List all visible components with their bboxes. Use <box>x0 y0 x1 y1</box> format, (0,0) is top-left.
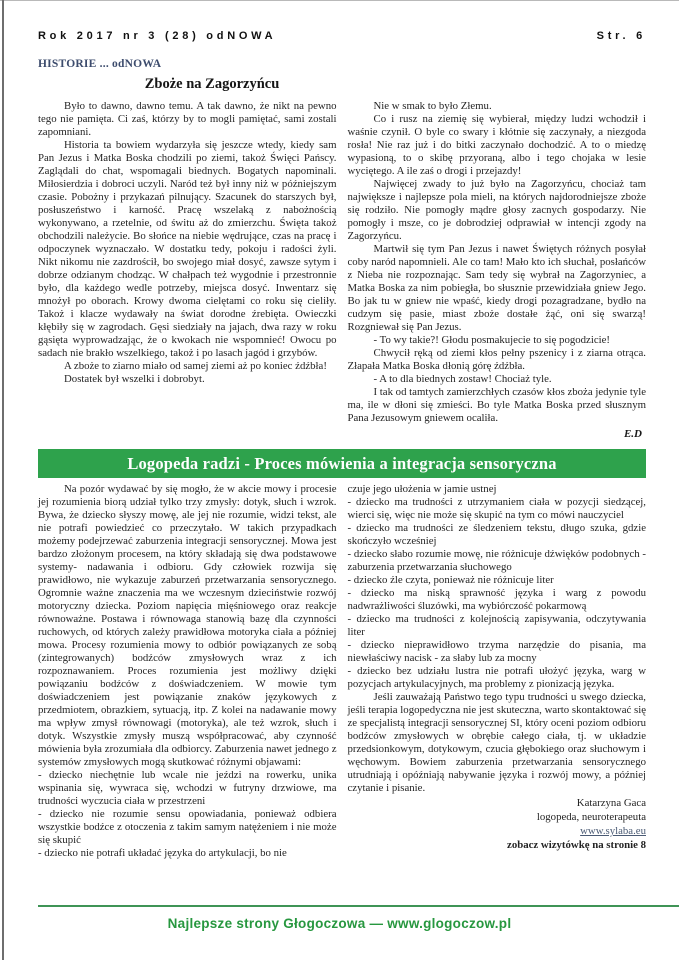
article1-columns <box>38 100 646 440</box>
paragraph: Dostatek był wszelki i dobrobyt. <box>64 373 205 385</box>
byline-role: logopeda, neuroterapeuta <box>536 811 646 823</box>
footer-divider <box>38 905 679 907</box>
paragraph: - dziecko nie rozumie sensu opowiadania, ponieważ odbiera wszystkie bodźce z otoczenia z takim samym natężeniem i nie może się skupić <box>38 808 337 846</box>
paragraph: - dziecko nieprawidłowo trzyma narzędzie do pisania, ma niewłaściwy nacisk - za słaby lub za mocny <box>347 639 646 664</box>
page-number: Str. 6 <box>596 30 646 42</box>
paragraph: - To wy takie?! Głodu posmakujecie to się pogodzicie! <box>373 334 611 346</box>
article1-right-column <box>348 100 647 440</box>
article2-left-column <box>38 483 337 860</box>
paragraph: Nie w smak to było Złemu. <box>373 100 492 112</box>
paragraph: Historia ta bowiem wydarzyła się jeszcze wtedy, kiedy sam Pan Jezus i Matka Boska chodzili po ziemi, takoż Święci Pańscy. Zaglądali do chat, wspomagali biednych. Bogatych napominali. Miłosierdzia i dobroci uczyli. Naród też był inny niż w późniejszym czasie. Pobożny i przykazań pilnujący. Szacunek do starszych był, posłuszeństwo i karność. Pracę wszelaką z nabożnością wykonywano, a rzetelnie, od świtu aż do zmierzchu. Święta takoż obchodzili należycie. Bo słońce na niebie wędrujące, czas na pracę i odpoczynek wyznaczało. W dostatku tedy, pokoju i radości żyli. Nikt nikomu nie zazdrościł, bo swojego miał dosyć, zawsze sytym i dobrze odzianym chodząc. W chałpach też wygodnie i przestronnie było, dla każdego wedle potrzeby, miejsca dosyć. Inwentarz się mnożył po oborach. Krowy dwoma cielętami co roku się cieliły. Takoż i klacze wydawały na świat dorodne źrebięta. Owieczki kłębiły się w zagrodach. Gęsi siedziały na jajach, dwa razy w roku gąsięta wyprowadzając, że o kwokach nie wspomnieć! Owocu po sadach nie brakło wszelkiego, takoż i po lasach jagód i grzybów. <box>38 139 337 359</box>
paragraph: - dziecko bez udziału lustra nie potrafi ułożyć języka, warg w pozycjach artykulacyjnych, ma problemy z pionizacją języka. <box>347 665 646 690</box>
article1-signature: E.D <box>623 428 642 440</box>
paragraph: - dziecko ma trudności z kolejnością zapisywania, odczytywania liter <box>347 613 646 638</box>
footer-text: Najlepsze strony Głogoczowa — www.glogoczow.pl <box>167 916 512 931</box>
article-historie <box>38 58 646 440</box>
article1-right-paragraphs <box>348 100 647 425</box>
page-left-edge <box>2 0 4 960</box>
paragraph: - dziecko źle czyta, ponieważ nie różnicuje liter <box>347 574 554 586</box>
paragraph: I tak od tamtych zamierzchłych czasów kłos zboża jedynie tyle ma, ile w dłoni się zmieści. Bo tyle Matka Boska przed słusznym Pana Jezusowym gniewem ocaliła. <box>347 386 647 424</box>
paragraph: - dziecko ma trudności z utrzymaniem ciała w pozycji siedzącej, wierci się, więc nie może się skupić na tym co mówi nauczyciel <box>347 496 646 521</box>
paragraph: Na pozór wydawać by się mogło, że w akcie mowy i procesie jej rozumienia biorą udział tylko trzy zmysły: dotyk, słuch i wzrok. Bywa, że dziecko słyszy mowę, ale jej nie rozumie, widzi tekst, ale nie potrafi powiedzieć co przeczytało. W takich przypadkach możemy podejrzewać zaburzenia integracji sensorycznej. Mowa jest bardzo złożonym procesem, na który składają się dwa podstawowe systemy- nadawania i odbioru. Gdy człowiek rozwija się prawidłowo, nie wykazuje zaburzeń przetwarzania sensorycznego. Ogromnie ważne znaczenia ma we wczesnym dzieciństwie rozwój motoryczny dziecka. Poziom napięcia mięśniowego oraz reakcje równoważne. Postawa i równowaga stanowią bazę dla czynności ruchowych, od których zależy prawidłowa motoryka ciała a później mowa. Procesy rozumienia mowy to odbiór powiązanych ze sobą (zintegrowanych) bodźców zmysłowych wraz z ich rozpoznawaniem. Proces rozumienia jest możliwy dzięki powiązaniu bodźców z doświadczeniem. W mowie tym doświadczeniem jest powiązanie znaków językowych z przedmiotem, obrazkiem, sytuacją, itp. Z kolei na nadawanie mowy ma wpływ zmysł równowagi (motoryka), ale też wzrok, słuch i dotyk. Wszystkie zmysły muszą współpracować, aby czynność mówienia była zrozumiała dla odbiorcy. Zaburzenia nawet jednego z systemów zmysłowych mogą skutkować różnymi objawami: <box>38 483 337 768</box>
paragraph: Chwycił ręką od ziemi kłos pełny pszenicy i z ziarna otrąca. Złapała Matka Boska dłonią górę źdźbła. <box>347 347 646 372</box>
page-footer <box>0 905 679 931</box>
paragraph: Najwięcej zwady to już było na Zagorzyńcu, chociaż tam największe i najlepsze pola mieli, na których najdorodniejsze zboże się rodziło. Nie pomogły mądre głosy zacnych gospodarzy. Nie pomogły i msze, co je dobrodziej odprawiał w intencji zgody na Zagorzyńcu. <box>347 178 646 242</box>
paragraph: - dziecko ma trudności ze śledzeniem tekstu, długo szuka, gdzie skończyło wcześniej <box>347 522 646 547</box>
paragraph: - dziecko ma niską sprawność języka i warg z powodu nadwrażliwości śluzówki, ma wybiórczość pokarmową <box>347 587 646 612</box>
article-logopeda <box>38 483 646 860</box>
page-header <box>38 30 646 42</box>
issue-info: Rok 2017 nr 3 (28) odNOWA <box>38 30 277 42</box>
byline-author: Katarzyna Gaca <box>576 797 646 809</box>
section-label: HISTORIE ... odNOWA <box>38 58 162 70</box>
paragraph: Martwił się tym Pan Jezus i nawet Świętych różnych posyłał coby naród napomnieli. Ale co tam! Mało kto ich słuchał, posłańców z Nieba nie rozpoznając. Sam tedy się wybrał na Zagorzyniec, a Matka Boska za nim pobiegła, bo słusznie przewidziała gniew Jego. Bo jak tu w gniew nie wpaść, kiedy drogi pozagradzane, bydło na cudzym się pasie, miast zboże dostałe żąć, oni się swarzą! Rozgniewał się Pan Jezus. <box>347 243 646 333</box>
paragraph: - dziecko słabo rozumie mowę, nie różnicuje dźwięków podobnych - zaburzenia przetwarzania słuchowego <box>347 548 646 573</box>
paragraph: - dziecko nie potrafi układać języka do artykulacji, bo nie <box>38 847 287 859</box>
page-top-edge <box>0 0 679 1</box>
paragraph: czuje jego ułożenia w jamie ustnej <box>347 483 497 495</box>
article1-title: Zboże na Zagorzyńcu <box>144 76 280 92</box>
article2-right-column <box>348 483 647 860</box>
byline-see-more: zobacz wizytówkę na stronie 8 <box>507 839 646 851</box>
article2-byline <box>348 796 647 852</box>
article1-left-column <box>38 100 337 440</box>
paragraph: Co i rusz na ziemię się wybierał, między ludzi wchodził i waśnie czynił. O byle co swary i kłótnie się zaczynały, a niezgoda rosła! Nie raz już i do bitki zaczynało dochodzić. A to o miedzę wypasioną, to o skibę przyoraną, albo i tego chojaka w lesie wyciętego. A ile zaś o drogi i przejazdy! <box>347 113 646 177</box>
paragraph: Było to dawno, dawno temu. A tak dawno, że nikt na pewno tego nie pamięta. Ci zaś, którzy by to mogli pamiętać, sami zostali zapomniani. <box>38 100 337 138</box>
sylaba-link[interactable]: www.sylaba.eu <box>580 825 646 837</box>
paragraph: - dziecko niechętnie lub wcale nie jeździ na rowerku, unika wspinania się, wywraca się, wchodzi w futryny drzwiowe, ma trudności wyczucia ciała w przestrzeni <box>38 769 337 807</box>
paragraph: Jeśli zauważają Państwo tego typu trudności u swego dziecka, jeśli terapia logopedyczna nie jest skuteczna, warto skontaktować się ze specjalistą integracji sensorycznej SI, który oceni poziom odbioru bodźców zmysłowych w obrębie całego ciała, tj. w układzie przedsionkowym, dotykowym, czucia głębokiego oraz słuchowym i węchowym. Bowiem zaburzenia przetwarzania sensorycznego utrudniają i opóźniają nabywanie języka i rozwój mowy, a później czytanie i pisanie. <box>347 691 646 794</box>
logopeda-banner <box>38 449 646 478</box>
paragraph: - A to dla biednych zostaw! Chociaż tyle. <box>373 373 552 385</box>
article2-right-paragraphs <box>348 483 647 795</box>
article2-columns <box>38 483 646 860</box>
paragraph: A zboże to ziarno miało od samej ziemi aż po koniec źdźbła! <box>64 360 327 372</box>
banner-title: Logopeda radzi - Proces mówienia a integracja sensoryczna <box>127 454 557 473</box>
